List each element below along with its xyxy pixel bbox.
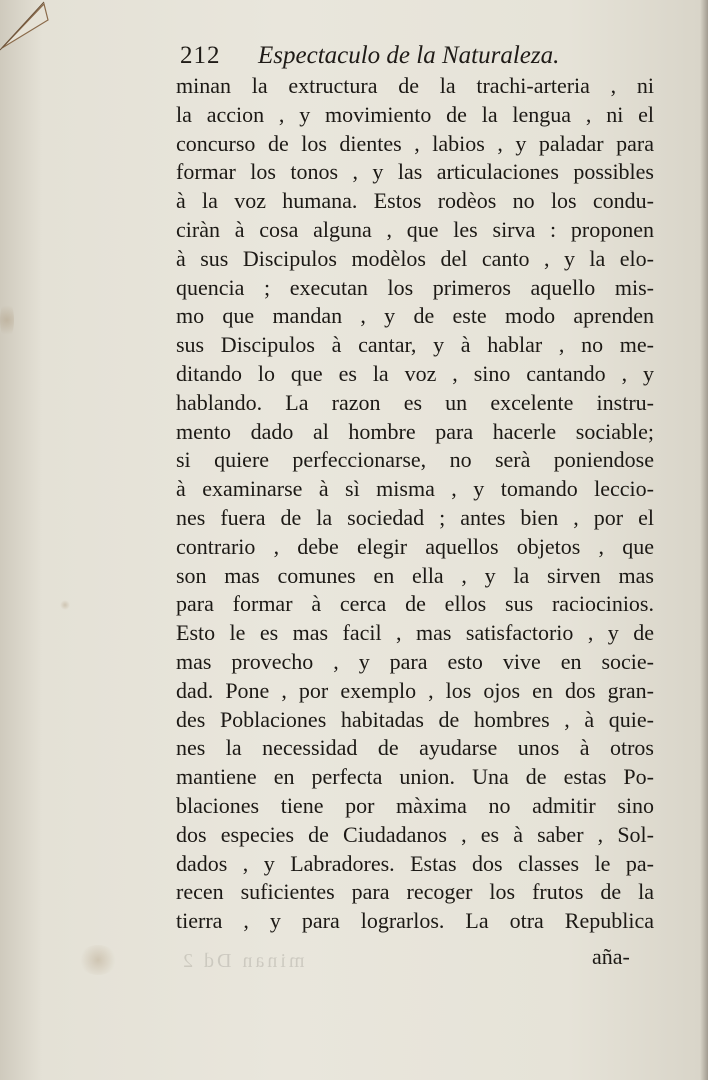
text-line: à sus Discipulos modèlos del canto , y la elo- — [176, 245, 654, 271]
text-line: si quiere perfeccionarse, no serà poniendose — [176, 447, 654, 473]
page-number: 212 — [180, 42, 221, 69]
paper-stain — [60, 600, 70, 610]
text-line: recen suficientes para recoger los frutos de la — [176, 879, 654, 905]
paper-stain — [0, 300, 14, 340]
text-line: à examinarse à sì misma , y tomando leccio- — [176, 476, 654, 502]
text-line: ciràn à cosa alguna , que les sirva : proponen — [176, 216, 654, 242]
text-line: concurso de los dientes , labios , y paladar para — [176, 130, 654, 156]
page-header — [180, 40, 660, 74]
catchword: aña- — [592, 944, 630, 969]
text-line: mento dado al hombre para hacerle sociable; — [176, 418, 654, 444]
folded-corner-mark — [0, 0, 60, 60]
text-line: mo que mandan , y de este modo aprenden — [176, 303, 654, 329]
text-line: dad. Pone , por exemplo , los ojos en dos gran- — [176, 677, 654, 703]
text-line: tierra , y para lograrlos. La otra Republica — [176, 908, 654, 934]
text-line: contrario , debe elegir aquellos objetos , que — [176, 533, 654, 559]
text-line: hablando. La razon es un excelente instru- — [176, 389, 654, 415]
page-edge-shadow — [700, 0, 708, 1080]
paper-stain — [78, 945, 118, 975]
text-line: la accion , y movimiento de la lengua , ni el — [176, 101, 654, 127]
text-line: son mas comunes en ella , y la sirven mas — [176, 562, 654, 588]
text-line: nes la necessidad de ayudarse unos à otros — [176, 735, 654, 761]
text-line: mas provecho , y para esto vive en socie- — [176, 648, 654, 674]
text-line: quencia ; executan los primeros aquello mis- — [176, 274, 654, 300]
text-line: para formar à cerca de ellos sus raciocinios. — [176, 591, 654, 617]
text-line: Esto le es mas facil , mas satisfactorio , y de — [176, 620, 654, 646]
text-line: mantiene en perfecta union. Una de estas Po- — [176, 764, 654, 790]
running-title: Espectaculo de la Naturaleza. — [258, 42, 560, 69]
text-line: nes fuera de la sociedad ; antes bien , por el — [176, 504, 654, 530]
text-line: blaciones tiene por màxima no admitir sino — [176, 792, 654, 818]
text-line: dos especies de Ciudadanos , es à saber , Sol- — [176, 821, 654, 847]
text-line: formar los tonos , y las articulaciones possibles — [176, 159, 654, 185]
text-line: à la voz humana. Estos rodèos no los condu- — [176, 188, 654, 214]
text-line: minan la extructura de la trachi-arteria , ni — [176, 73, 654, 98]
bleed-through-text: minan Dd 2 — [180, 950, 305, 972]
text-line: sus Discipulos à cantar, y à hablar , no me- — [176, 332, 654, 358]
text-line: des Poblaciones habitadas de hombres , à quie- — [176, 706, 654, 732]
text-line: dados , y Labradores. Estas dos classes le pa- — [176, 850, 654, 876]
text-line: ditando lo que es la voz , sino cantando , y — [176, 360, 654, 386]
body-text — [176, 72, 654, 936]
